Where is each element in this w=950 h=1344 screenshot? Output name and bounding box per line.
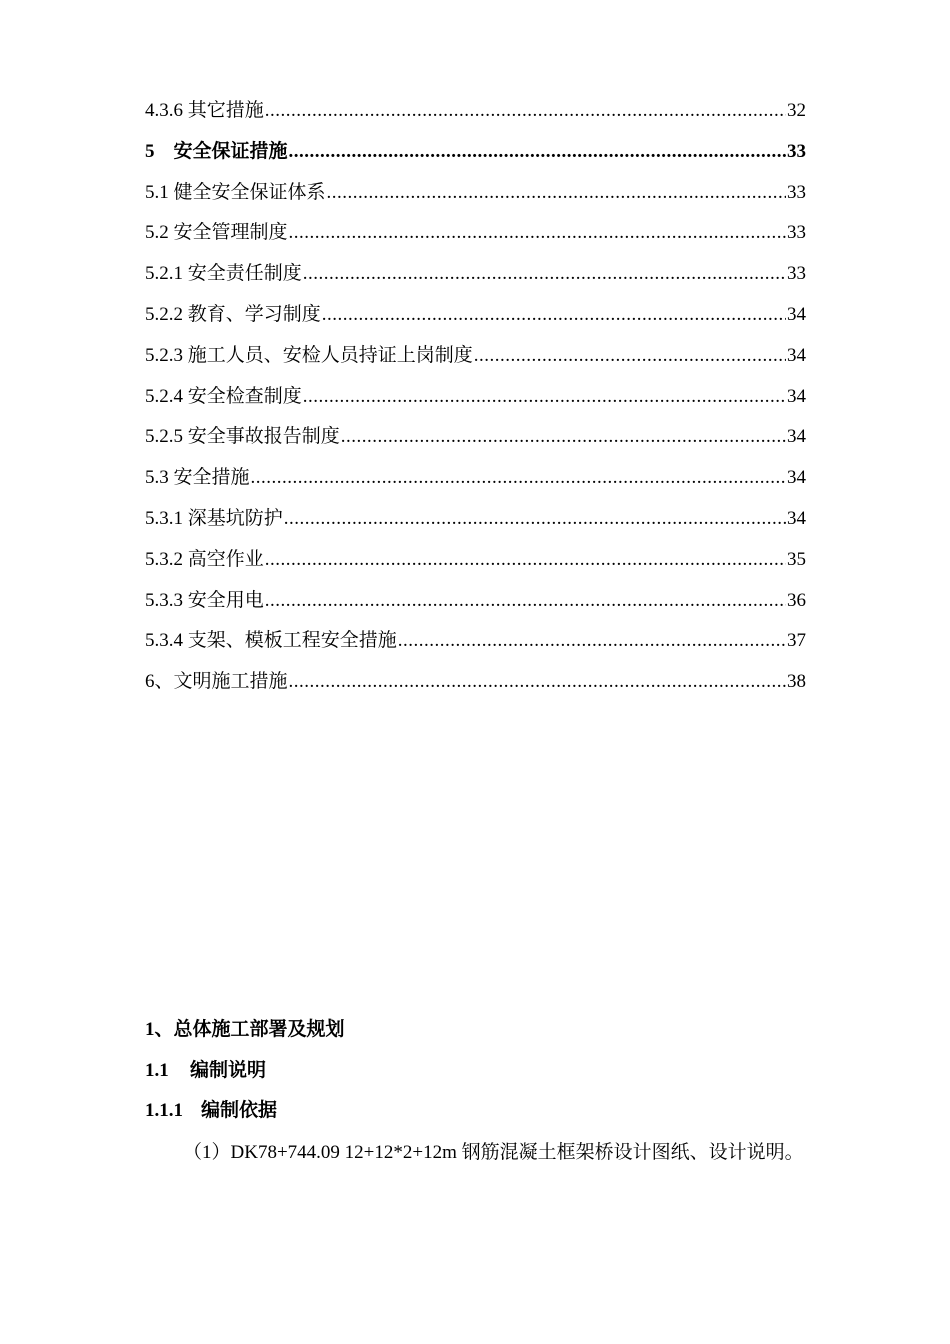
section-heading-1-1-1 <box>145 1091 806 1132</box>
toc-entry[interactable] <box>145 295 806 336</box>
body-section <box>145 1010 806 1192</box>
toc-entry-label: 6、文明施工措施 <box>145 671 288 693</box>
heading-1-1-text: 编制说明 <box>190 1059 267 1081</box>
toc-entry[interactable] <box>145 213 806 254</box>
toc-leader-dots <box>251 458 786 499</box>
toc-page-number: 33 <box>787 140 806 162</box>
toc-entry-label: 5.3.3 安全用电 <box>145 589 264 611</box>
toc-entry[interactable] <box>145 621 806 662</box>
toc-page-number: 34 <box>787 303 806 325</box>
section-heading-1-1 <box>145 1051 806 1092</box>
toc-leader-dots <box>398 621 786 662</box>
toc-leader-dots <box>289 213 786 254</box>
toc-entry-label: 5.2 安全管理制度 <box>145 222 288 244</box>
toc-entry-label: 5.2.1 安全责任制度 <box>145 263 302 285</box>
toc-entry-label: 5.2.2 教育、学习制度 <box>145 303 321 325</box>
toc-entry-label: 5.3 安全措施 <box>145 467 250 489</box>
heading-1-1-1-number: 1.1.1 <box>145 1100 183 1121</box>
toc-entry-label: 5 安全保证措施 <box>145 140 288 162</box>
toc-entry-label: 5.1 健全安全保证体系 <box>145 181 326 203</box>
toc-leader-dots <box>284 499 786 540</box>
heading-1-text: 1、总体施工部署及规划 <box>145 1019 345 1040</box>
toc-entry-label: 5.2.4 安全检查制度 <box>145 385 302 407</box>
heading-1-1-number: 1.1 <box>145 1059 169 1081</box>
toc-leader-dots <box>289 132 786 173</box>
toc-entry-label: 5.3.2 高空作业 <box>145 548 264 570</box>
toc-page-number: 36 <box>787 589 806 611</box>
toc-leader-dots <box>265 581 786 622</box>
toc-page-number: 34 <box>787 344 806 366</box>
toc-page-number: 35 <box>787 548 806 570</box>
table-of-contents <box>145 91 806 703</box>
toc-entry-label: 5.2.5 安全事故报告制度 <box>145 426 340 448</box>
toc-leader-dots <box>327 173 786 214</box>
toc-page-number: 34 <box>787 467 806 489</box>
toc-entry[interactable] <box>145 417 806 458</box>
toc-page-number: 33 <box>787 181 806 203</box>
toc-leader-dots <box>303 377 786 418</box>
toc-leader-dots <box>265 91 786 132</box>
toc-leader-dots <box>474 336 786 377</box>
toc-entry[interactable] <box>145 662 806 703</box>
toc-page-number: 32 <box>787 100 806 121</box>
toc-entry[interactable] <box>145 377 806 418</box>
toc-entry[interactable] <box>145 91 806 132</box>
toc-entry[interactable] <box>145 254 806 295</box>
toc-leader-dots <box>289 662 786 703</box>
toc-entry[interactable] <box>145 336 806 377</box>
toc-entry[interactable] <box>145 132 806 173</box>
toc-leader-dots <box>265 540 786 581</box>
toc-leader-dots <box>322 295 786 336</box>
toc-page-number: 38 <box>787 671 806 693</box>
toc-leader-dots <box>303 254 786 295</box>
toc-page-number: 34 <box>787 385 806 407</box>
toc-entry[interactable] <box>145 458 806 499</box>
toc-page-number: 34 <box>787 426 806 448</box>
toc-page-number: 33 <box>787 263 806 285</box>
section-heading-1 <box>145 1010 806 1051</box>
toc-entry-label: 5.3.4 支架、模板工程安全措施 <box>145 630 397 652</box>
toc-entry-label: 5.3.1 深基坑防护 <box>145 507 283 529</box>
toc-entry[interactable] <box>145 581 806 622</box>
toc-entry[interactable] <box>145 540 806 581</box>
heading-1-1-1-text: 编制依据 <box>201 1100 278 1121</box>
body-paragraph: （1）DK78+744.09 12+12*2+12m 钢筋混凝土框架桥设计图纸、设计说明。 <box>183 1141 804 1163</box>
toc-entry-label: 4.3.6 其它措施 <box>145 100 264 121</box>
toc-entry[interactable] <box>145 499 806 540</box>
toc-leader-dots <box>341 417 786 458</box>
toc-entry-label: 5.2.3 施工人员、安检人员持证上岗制度 <box>145 344 473 366</box>
toc-page-number: 37 <box>787 630 806 652</box>
toc-page-number: 33 <box>787 222 806 244</box>
toc-entry[interactable] <box>145 173 806 214</box>
toc-page-number: 34 <box>787 507 806 529</box>
